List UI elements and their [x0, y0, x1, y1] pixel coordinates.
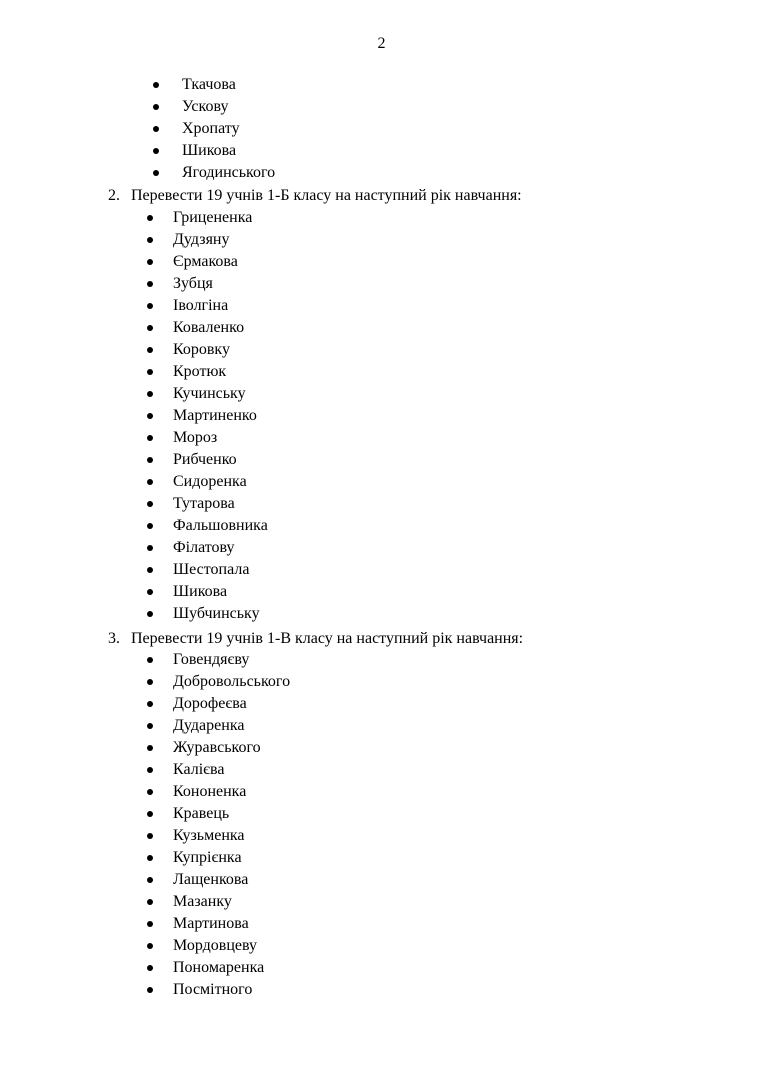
bullet-icon — [147, 215, 153, 221]
bullet-icon — [147, 789, 153, 795]
student-name: Мордовцеву — [173, 937, 257, 954]
bullet-icon — [147, 369, 153, 375]
student-name: Дудзяну — [173, 231, 230, 248]
page-number: 2 — [377, 35, 386, 52]
bullet-icon — [147, 723, 153, 729]
bullet-icon — [153, 82, 159, 88]
bullet-icon — [147, 943, 153, 949]
student-name: Кучинську — [173, 385, 246, 402]
bullet-icon — [147, 457, 153, 463]
bullet-icon — [147, 567, 153, 573]
bullet-icon — [147, 523, 153, 529]
student-name: Іволгіна — [173, 297, 229, 314]
bullet-icon — [147, 281, 153, 287]
student-name: Хропату — [182, 120, 240, 137]
student-name: Ткачова — [182, 76, 236, 93]
student-name: Шикова — [182, 142, 237, 159]
bullet-icon — [147, 877, 153, 883]
bullet-icon — [147, 965, 153, 971]
bullet-icon — [153, 126, 159, 132]
student-name: Зубця — [173, 275, 213, 292]
student-name: Єрмакова — [173, 253, 238, 270]
bullet-icon — [147, 899, 153, 905]
student-name: Шикова — [173, 583, 228, 600]
student-name: Кононенка — [173, 783, 247, 800]
bullet-icon — [147, 545, 153, 551]
bullet-icon — [147, 303, 153, 309]
bullet-icon — [153, 104, 159, 110]
section-number: 3. — [108, 630, 120, 647]
bullet-icon — [147, 347, 153, 353]
section-number: 2. — [108, 187, 120, 204]
student-name: Кротюк — [173, 363, 227, 380]
student-name: Шубчинську — [173, 605, 260, 622]
bullet-icon — [147, 325, 153, 331]
student-name: Сидоренка — [173, 473, 247, 490]
student-name: Коровку — [173, 341, 230, 358]
bullet-icon — [147, 259, 153, 265]
student-name: Мазанку — [173, 893, 232, 910]
student-name: Фальшовника — [173, 517, 268, 534]
student-name: Рибченко — [173, 451, 237, 468]
student-name: Мороз — [173, 429, 218, 446]
student-name: Філатову — [173, 539, 235, 556]
bullet-icon — [147, 391, 153, 397]
student-name: Лащенкова — [173, 871, 249, 888]
student-name: Калієва — [173, 761, 225, 778]
bullet-icon — [147, 657, 153, 663]
bullet-icon — [147, 237, 153, 243]
student-name: Добровольського — [173, 673, 291, 690]
student-name: Журавського — [173, 739, 261, 756]
bullet-icon — [147, 701, 153, 707]
bullet-icon — [147, 987, 153, 993]
bullet-icon — [147, 921, 153, 927]
student-name: Шестопала — [173, 561, 250, 578]
bullet-icon — [147, 811, 153, 817]
student-name: Кравець — [173, 805, 230, 822]
student-name: Мартиненко — [173, 407, 257, 424]
student-name: Ягодинського — [182, 164, 276, 181]
student-name: Мартинова — [173, 915, 249, 932]
student-name: Дорофеєва — [173, 695, 247, 712]
bullet-icon — [153, 170, 159, 176]
student-name: Дударенка — [173, 717, 245, 734]
bullet-icon — [147, 833, 153, 839]
student-name: Пономаренка — [173, 959, 265, 976]
student-name: Ускову — [182, 98, 229, 115]
student-name: Кузьменка — [173, 827, 245, 844]
student-name: Купрієнка — [173, 849, 242, 866]
student-name: Грицененка — [173, 209, 253, 226]
section-heading-text: Перевести 19 учнів 1-В класу на наступний рік навчання: — [131, 630, 524, 647]
student-name: Говендяєву — [173, 651, 250, 668]
student-name: Тутарова — [173, 495, 235, 512]
student-name: Посмітного — [173, 981, 253, 998]
student-name: Коваленко — [173, 319, 245, 336]
bullet-icon — [147, 413, 153, 419]
bullet-icon — [147, 679, 153, 685]
bullet-icon — [147, 745, 153, 751]
bullet-icon — [147, 767, 153, 773]
bullet-icon — [147, 501, 153, 507]
bullet-icon — [147, 855, 153, 861]
bullet-icon — [147, 589, 153, 595]
bullet-icon — [147, 435, 153, 441]
bullet-icon — [147, 479, 153, 485]
bullet-icon — [147, 611, 153, 617]
section-heading-text: Перевести 19 учнів 1-Б класу на наступний рік навчання: — [131, 187, 522, 204]
bullet-icon — [153, 148, 159, 154]
